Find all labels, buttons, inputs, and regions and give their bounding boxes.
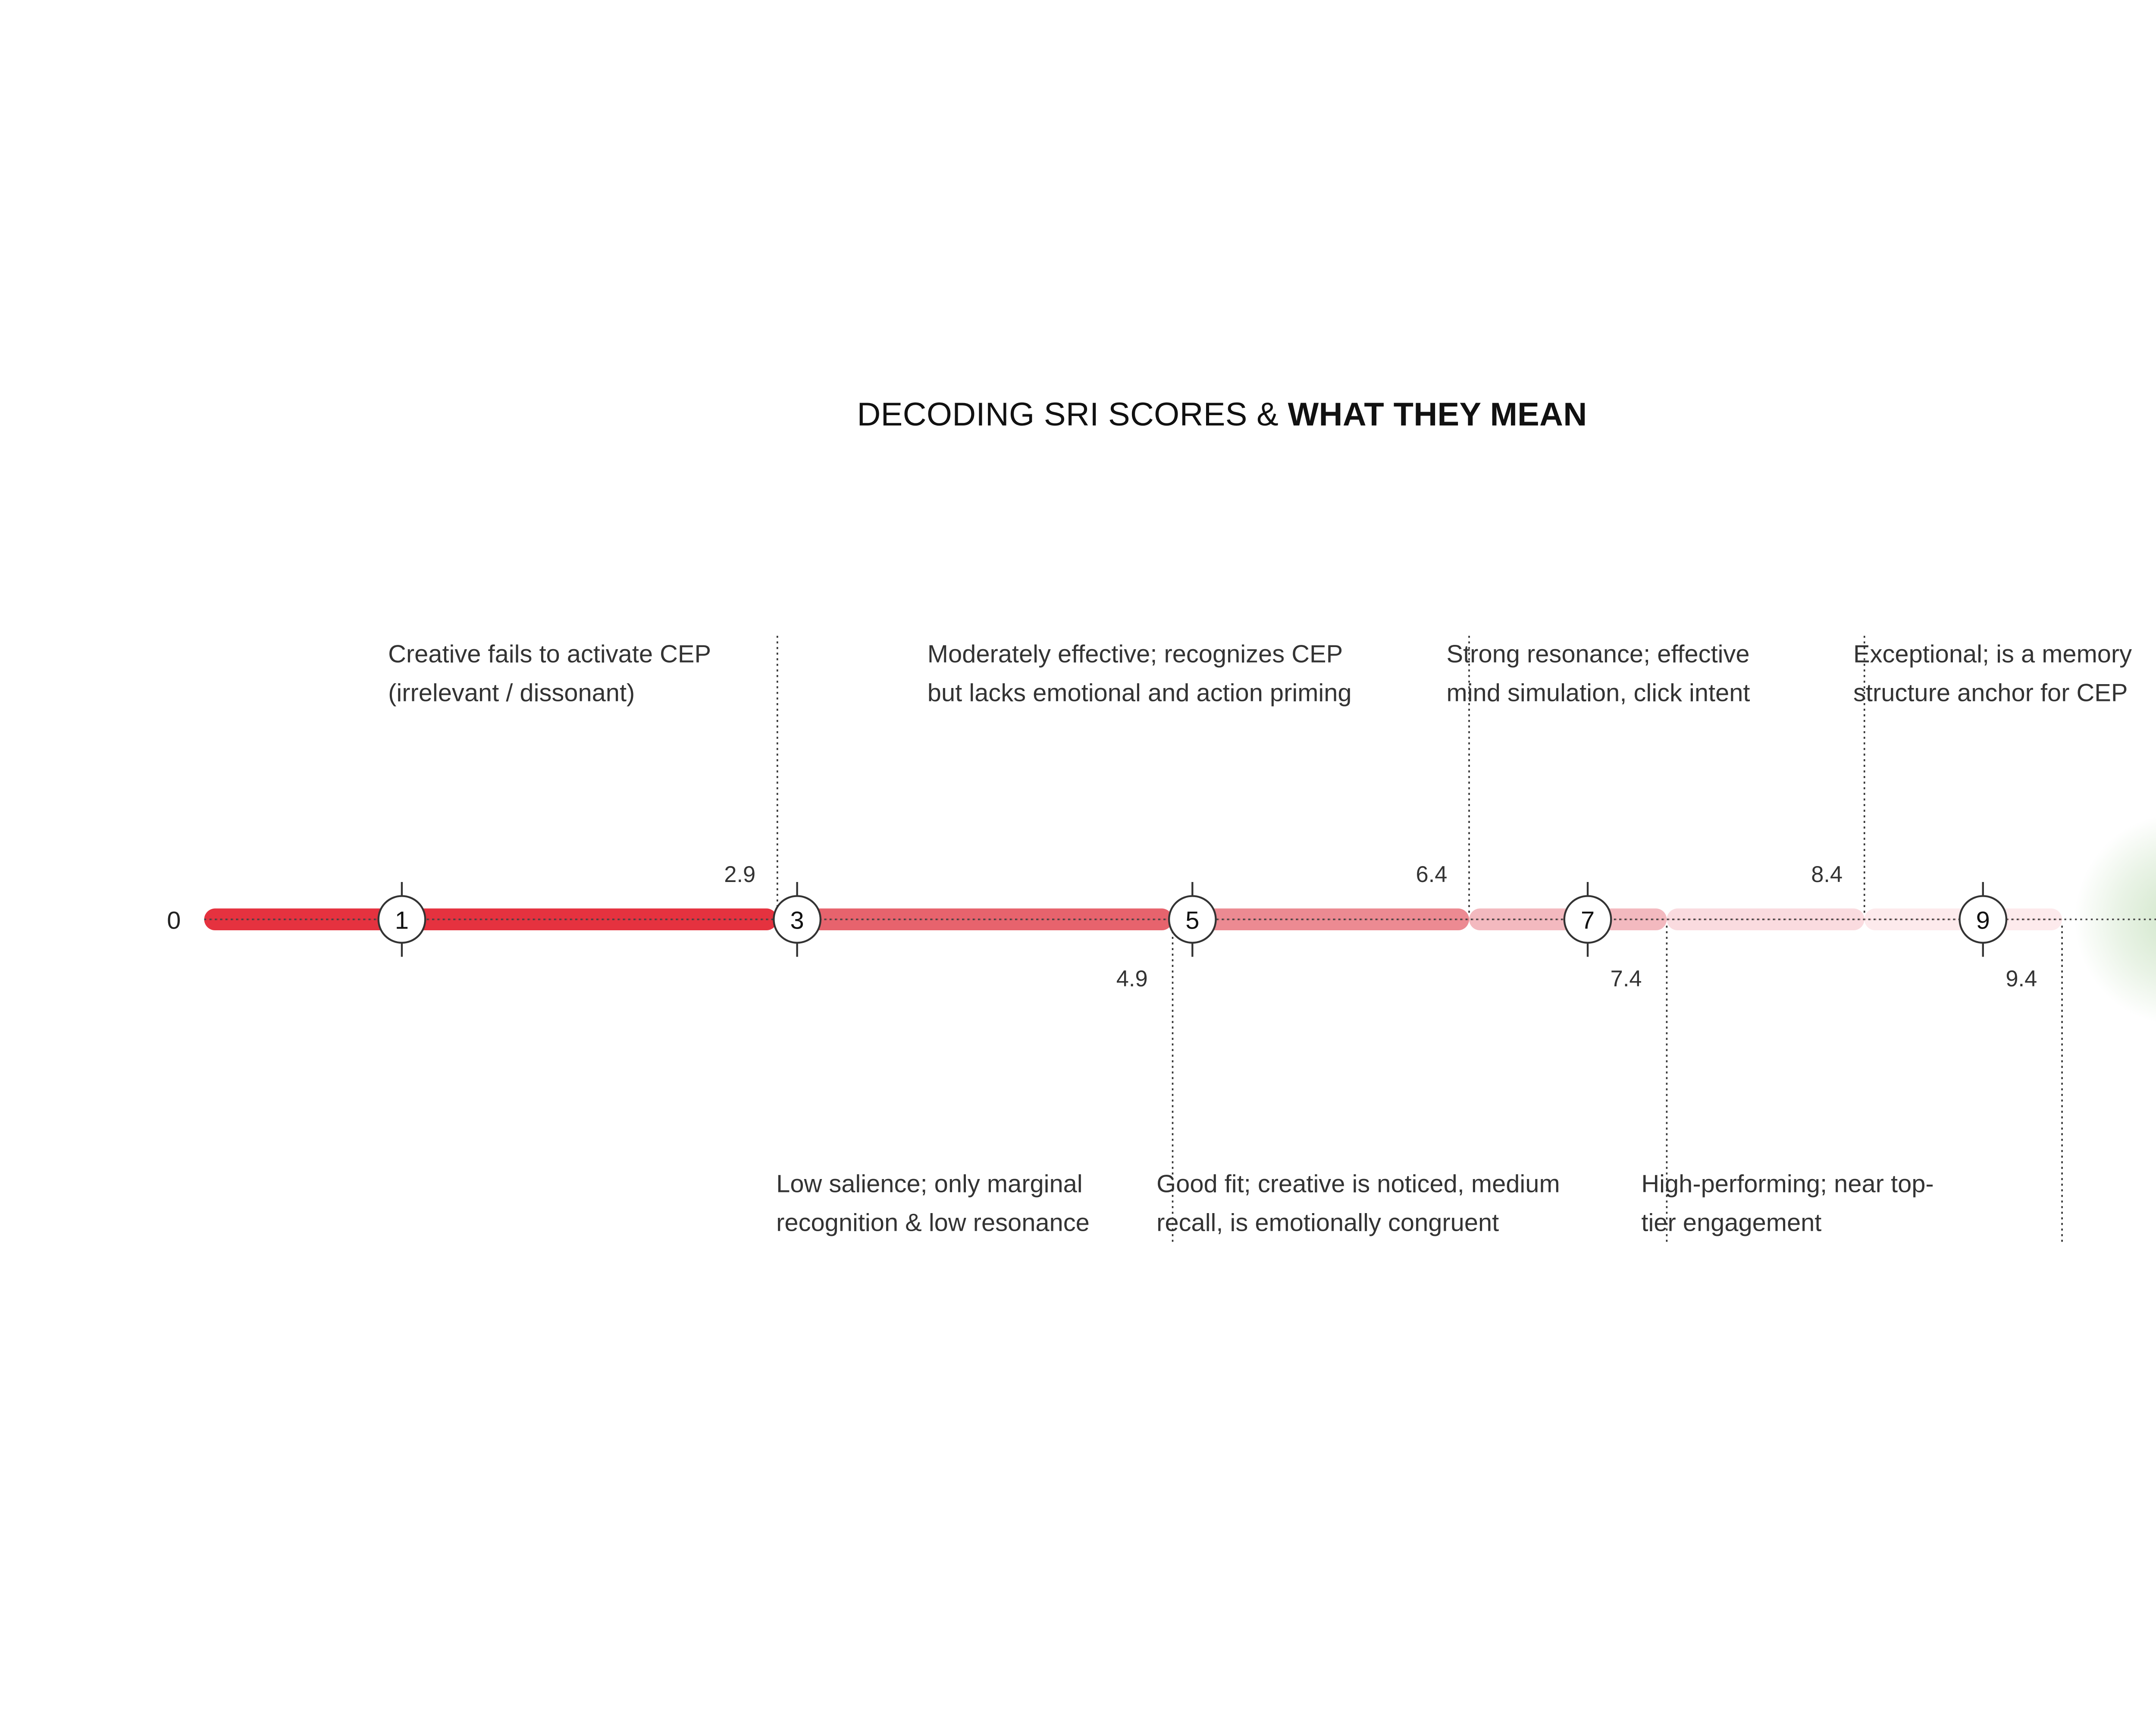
description-line: High-performing; near top-: [1641, 1172, 1934, 1198]
description-line: tier engagement: [1641, 1210, 1822, 1238]
description-line: (irrelevant / dissonant): [388, 681, 635, 708]
threshold-label: 4.9: [1116, 966, 1148, 992]
threshold-label: 2.9: [724, 862, 756, 887]
description-line: Moderately effective; recognizes CEP: [927, 642, 1343, 669]
description-good-fit: [1156, 1166, 1598, 1244]
description-high-performing: [1641, 1166, 1971, 1244]
description-line: Low salience; only marginal: [776, 1172, 1083, 1198]
threshold-label: 6.4: [1416, 862, 1448, 887]
description-line: Creative fails to activate CEP: [388, 642, 711, 669]
description-line: Good fit; creative is noticed, medium: [1156, 1172, 1560, 1198]
description-fails: [388, 636, 742, 714]
scale-zero-label: 0: [167, 907, 181, 935]
threshold-label: 7.4: [1610, 966, 1642, 992]
marker-label: 3: [790, 907, 804, 935]
description-line: Exceptional; is a memory: [1853, 642, 2132, 669]
marker-label: 7: [1580, 907, 1595, 935]
description-exceptional: [1853, 636, 2156, 714]
marker-label: 1: [395, 907, 409, 935]
marker-label: 5: [1185, 907, 1200, 935]
title-part-regular: DECODING SRI SCORES &: [857, 397, 1288, 433]
title-part-bold: WHAT THEY MEAN: [1288, 397, 1587, 433]
description-line: structure anchor for CEP: [1853, 681, 2128, 708]
description-line: mind simulation, click intent: [1446, 681, 1750, 708]
description-low-salience: [776, 1166, 1118, 1244]
threshold-label: 9.4: [2006, 966, 2037, 992]
description-line: recall, is emotionally congruent: [1156, 1210, 1499, 1238]
description-line: but lacks emotional and action priming: [927, 681, 1352, 708]
description-line: recognition & low resonance: [776, 1210, 1090, 1238]
description-line: Strong resonance; effective: [1446, 642, 1750, 669]
description-strong: [1447, 636, 1782, 714]
description-moderate: [928, 636, 1392, 714]
marker-label: 9: [1976, 907, 1990, 935]
threshold-label: 8.4: [1811, 862, 1843, 887]
